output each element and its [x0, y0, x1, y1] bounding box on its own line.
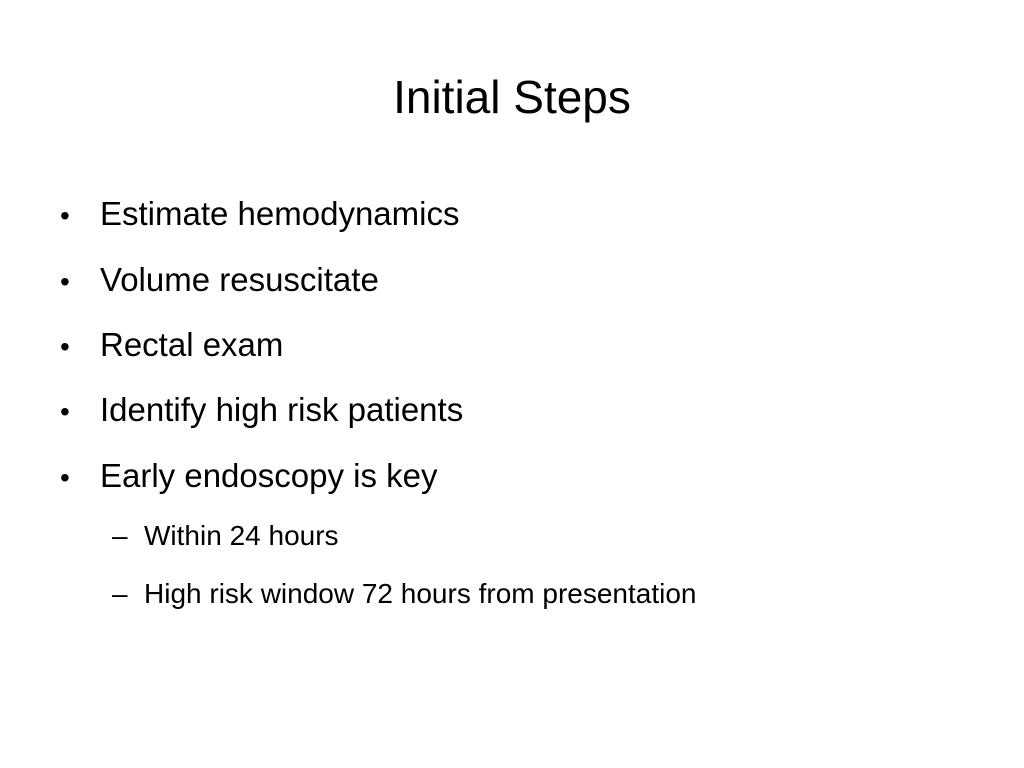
bullet-item — [60, 190, 459, 238]
bullet-text: Volume resuscitate — [100, 261, 379, 298]
slide-title: Initial Steps — [393, 71, 631, 123]
sub-bullet-item — [112, 575, 696, 613]
bullet-item — [60, 452, 438, 500]
bullet-marker: • — [60, 396, 70, 427]
bullet-item — [60, 256, 379, 304]
bullet-text: Rectal exam — [100, 326, 284, 363]
bullet-item — [60, 321, 283, 369]
bullet-item — [60, 386, 463, 434]
sub-bullet-marker: – — [112, 578, 128, 609]
bullet-marker: • — [60, 462, 70, 493]
sub-bullet-text: Within 24 hours — [144, 520, 339, 551]
bullet-text: Estimate hemodynamics — [100, 195, 460, 232]
bullet-marker: • — [60, 331, 70, 362]
sub-bullet-marker: – — [112, 520, 128, 551]
bullet-marker: • — [60, 266, 70, 297]
bullet-marker: • — [60, 200, 70, 231]
bullet-text: Identify high risk patients — [100, 391, 464, 428]
bullet-text: Early endoscopy is key — [100, 457, 438, 494]
sub-bullet-item — [112, 517, 339, 555]
sub-bullet-text: High risk window 72 hours from presentation — [144, 578, 697, 609]
